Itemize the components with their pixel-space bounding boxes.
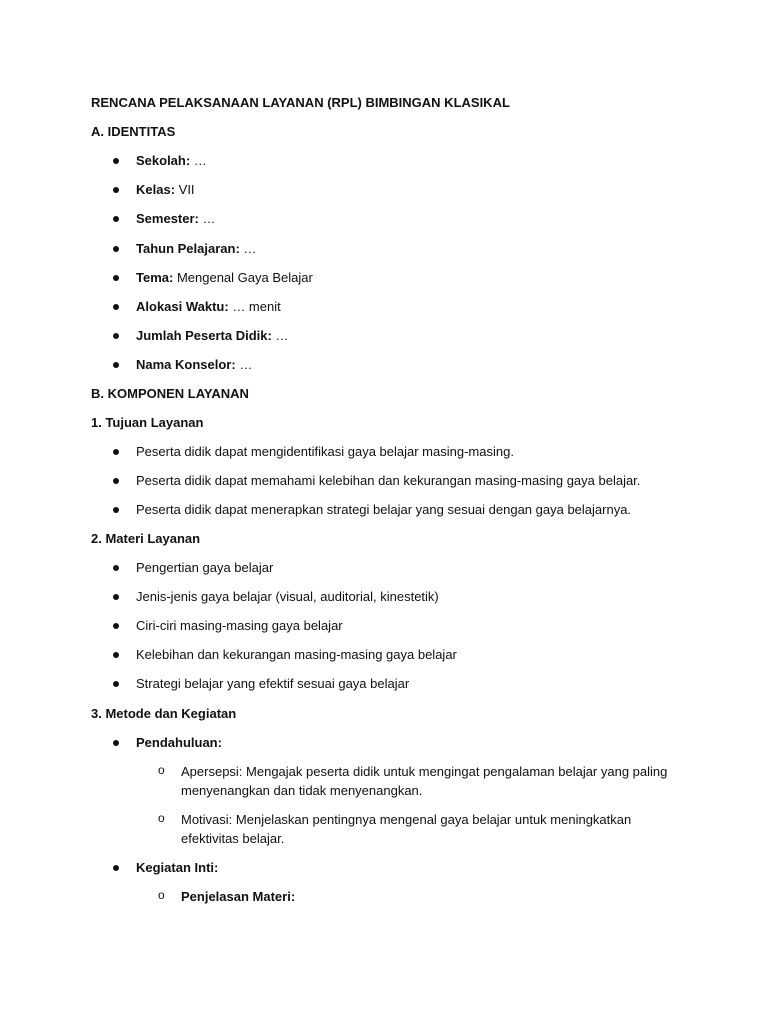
identity-value: … (235, 357, 253, 372)
bullet-icon (113, 187, 119, 193)
bullet-icon (113, 246, 119, 252)
bullet-icon (113, 478, 119, 484)
identity-value: … (271, 328, 289, 343)
section-b-heading: B. KOMPONEN LAYANAN (91, 386, 249, 401)
identity-value: … (198, 211, 216, 226)
bullet-icon (113, 507, 119, 513)
metode-heading: 3. Metode dan Kegiatan (91, 706, 237, 721)
identity-value: Mengenal Gaya Belajar (173, 270, 313, 285)
identity-label: Tema: (136, 270, 174, 285)
bullet-icon (113, 681, 119, 687)
list-item-text: Ciri-ciri masing-masing gaya belajar (136, 618, 343, 633)
list-item-text: Strategi belajar yang efektif sesuai gaya belajar (136, 676, 410, 691)
sub-item-line: Apersepsi: Mengajak peserta didik untuk mengingat pengalaman belajar yang paling (181, 764, 668, 779)
sub-item-line: Motivasi: Menjelaskan pentingnya mengenal gaya belajar untuk meningkatkan (181, 812, 632, 827)
bullet-icon (113, 275, 119, 281)
list-item-text: Peserta didik dapat memahami kelebihan dan kekurangan masing-masing gaya belajar. (136, 473, 641, 488)
sub-item-line: efektivitas belajar. (181, 831, 285, 846)
bullet-icon (113, 565, 119, 571)
identity-value: … (190, 153, 207, 168)
materi-heading: 2. Materi Layanan (91, 531, 201, 546)
identity-label: Kelas: (136, 182, 176, 197)
list-item-text: Kelebihan dan kekurangan masing-masing gaya belajar (136, 647, 457, 662)
tujuan-heading: 1. Tujuan Layanan (91, 415, 204, 430)
list-item-text: Peserta didik dapat menerapkan strategi belajar yang sesuai dengan gaya belajarnya. (136, 502, 632, 517)
sub-item-label: Penjelasan Materi: (181, 889, 296, 904)
identity-label: Sekolah: (136, 153, 191, 168)
bullet-icon (113, 623, 119, 629)
list-item-text: Pengertian gaya belajar (136, 560, 274, 575)
circle-bullet-icon: o (158, 763, 165, 777)
identity-value: VII (175, 182, 195, 197)
list-item-text: Peserta didik dapat mengidentifikasi gaya belajar masing-masing. (136, 444, 514, 459)
circle-bullet-icon: o (158, 888, 165, 902)
bullet-icon (113, 449, 119, 455)
bullet-icon (113, 216, 119, 222)
bullet-icon (113, 304, 119, 310)
circle-bullet-icon: o (158, 811, 165, 825)
bullet-icon (113, 865, 119, 871)
sub-item-line: menyenangkan dan tidak menyenangkan. (181, 783, 423, 798)
list-item-text: Jenis-jenis gaya belajar (visual, auditorial, kinestetik) (136, 589, 439, 604)
bullet-icon (113, 333, 119, 339)
bullet-icon (113, 158, 119, 164)
identity-label: Jumlah Peserta Didik: (136, 328, 272, 343)
kegiatan-inti-label: Kegiatan Inti: (136, 860, 219, 875)
bullet-icon (113, 362, 119, 368)
identity-label: Semester: (136, 211, 199, 226)
bullet-icon (113, 594, 119, 600)
pendahuluan-label: Pendahuluan: (136, 735, 222, 750)
identity-label: Tahun Pelajaran: (136, 241, 240, 256)
document-title: RENCANA PELAKSANAAN LAYANAN (RPL) BIMBINGAN KLASIKAL (91, 95, 510, 110)
bullet-icon (113, 740, 119, 746)
identity-label: Alokasi Waktu: (136, 299, 229, 314)
section-a-heading: A. IDENTITAS (91, 124, 176, 139)
identity-value: … menit (228, 299, 281, 314)
identity-label: Nama Konselor: (136, 357, 236, 372)
identity-value: … (239, 241, 257, 256)
bullet-icon (113, 652, 119, 658)
